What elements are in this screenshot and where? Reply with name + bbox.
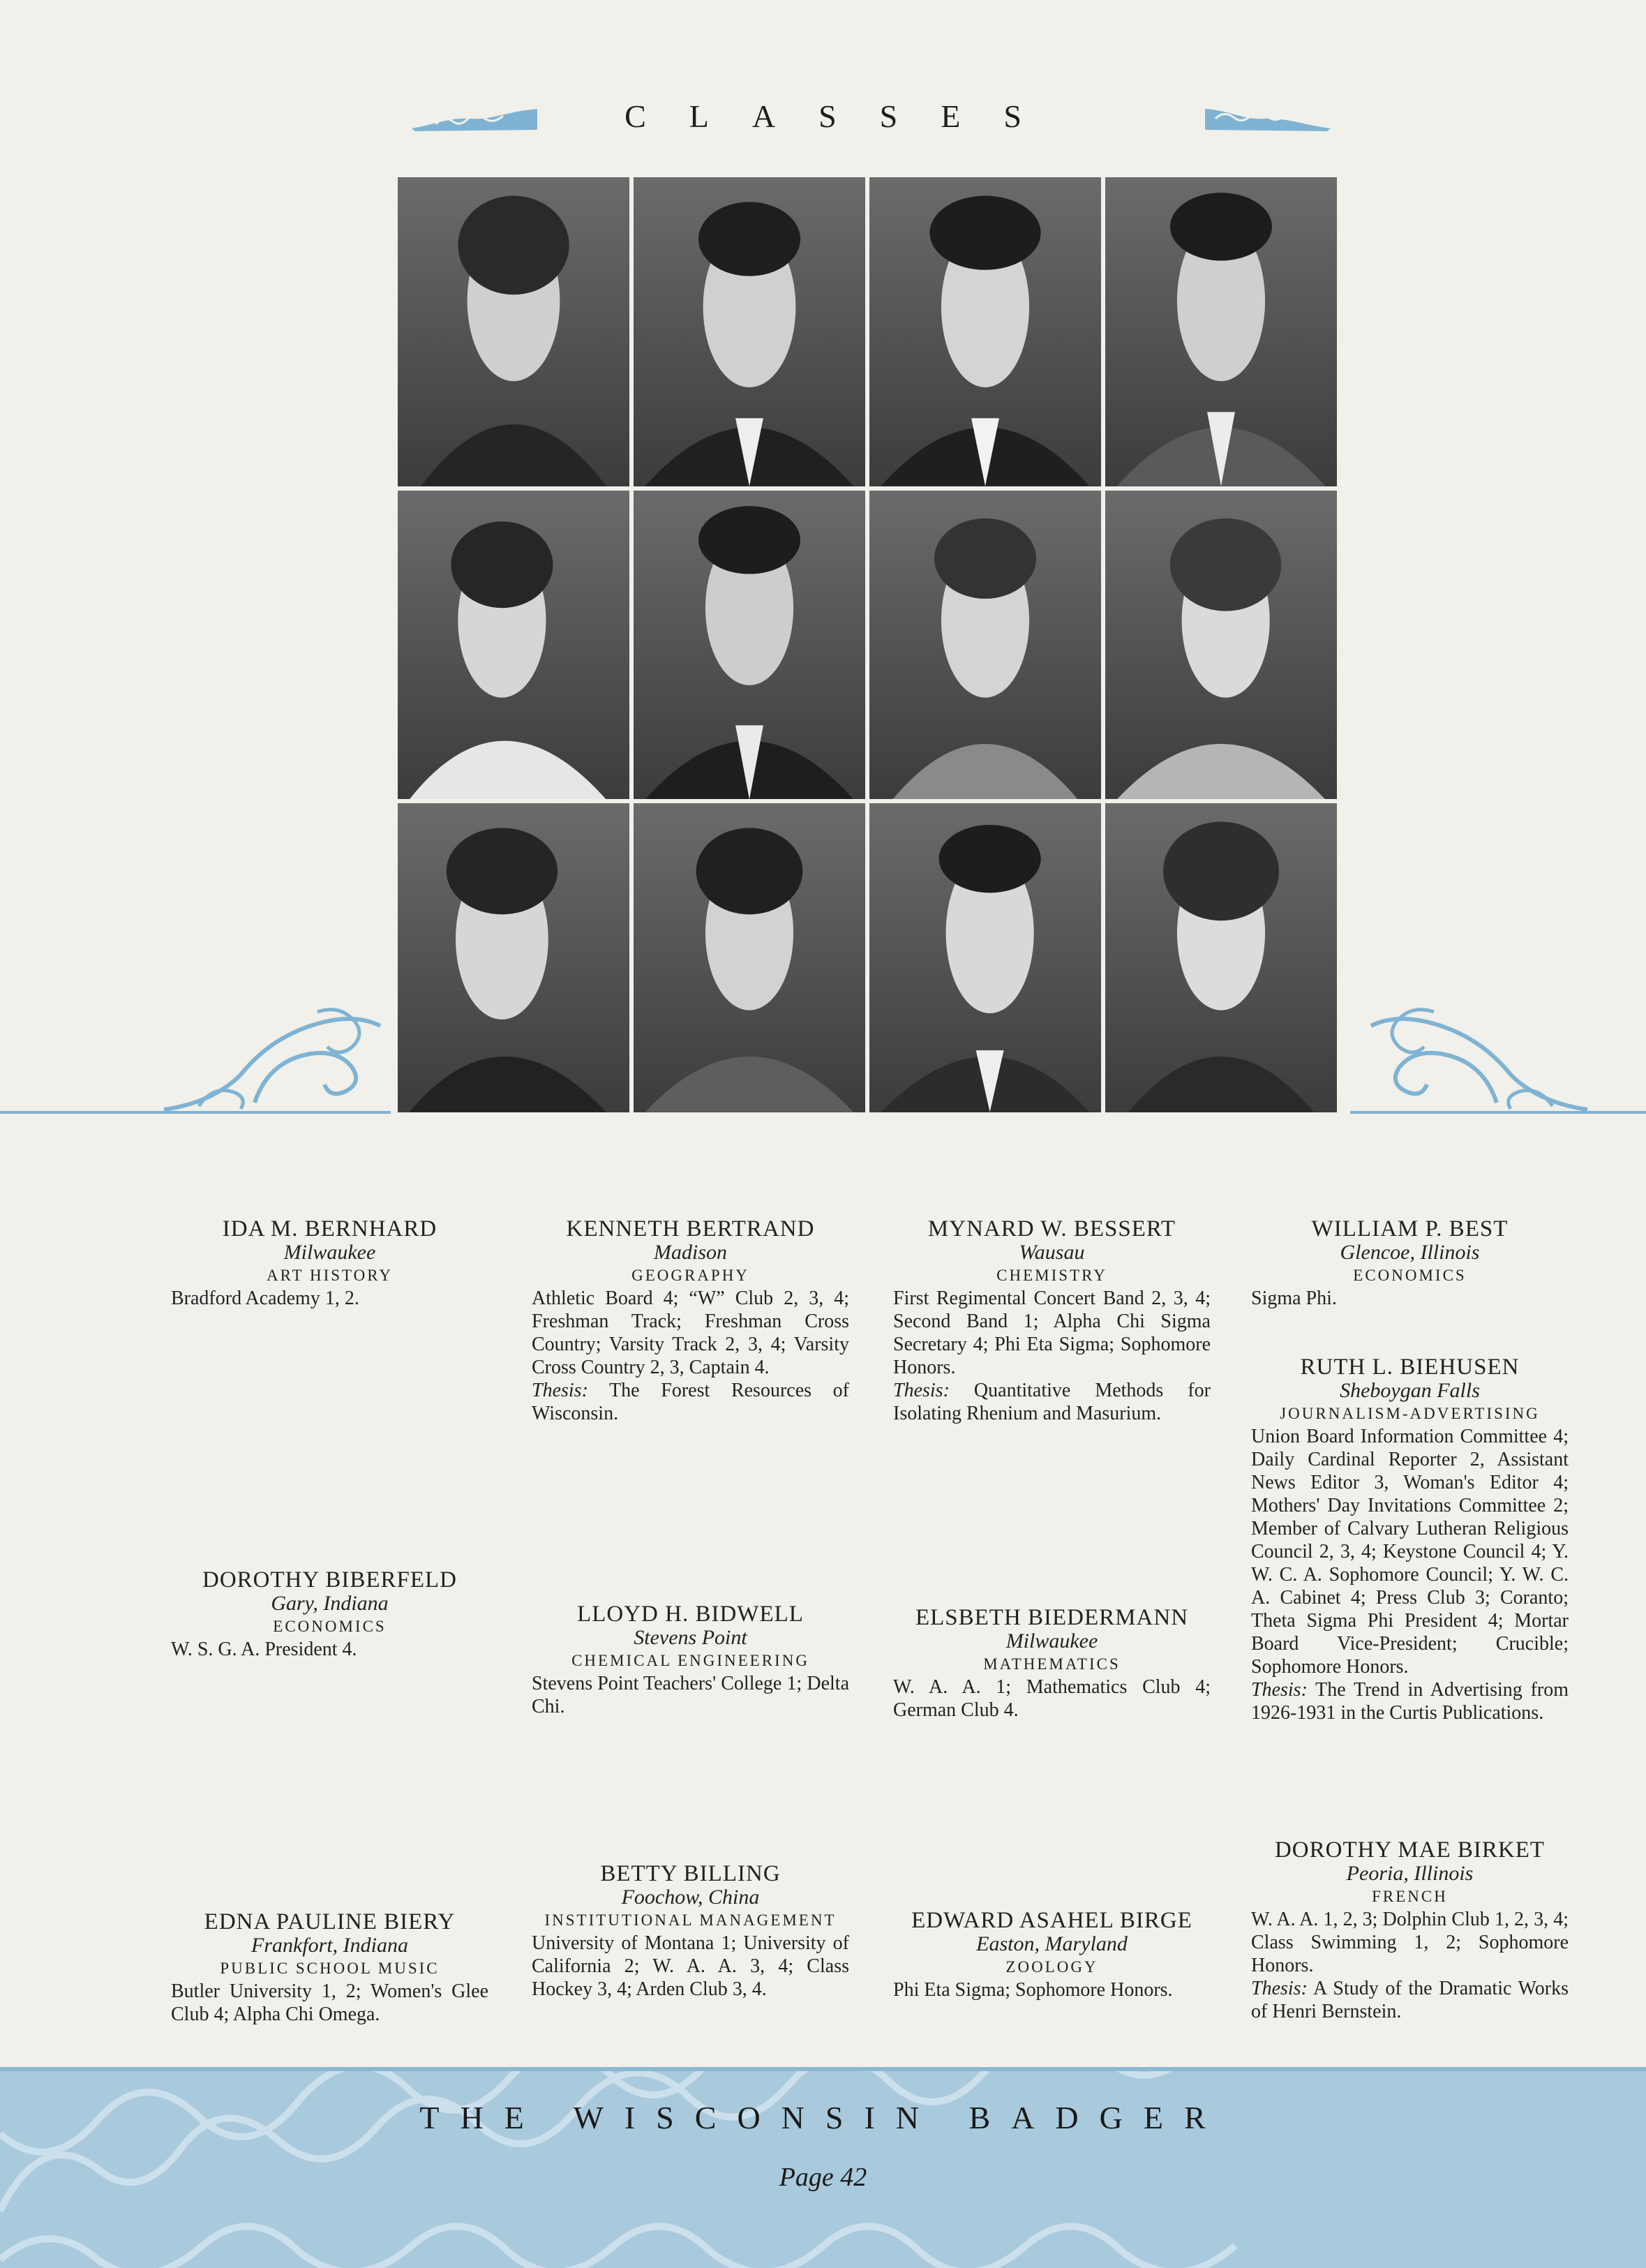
- student-name: KENNETH BERTRAND: [566, 1216, 815, 1241]
- publication-title: THE WISCONSIN BADGER: [419, 2100, 1227, 2135]
- student-thesis: Quantitative Methods for Isolating Rhenium and Masurium.: [893, 1380, 1211, 1424]
- student-activities: Stevens Point Teachers' College 1; Delta Chi.: [532, 1673, 849, 1717]
- student-entry: [532, 1863, 849, 2001]
- student-activities: W. S. G. A. President 4.: [171, 1639, 357, 1660]
- student-major: ECONOMICS: [1353, 1267, 1467, 1284]
- thesis-label: Thesis:: [1251, 1679, 1308, 1701]
- left-scroll-ornament: [157, 998, 387, 1113]
- student-name: LLOYD H. BIDWELL: [577, 1602, 804, 1627]
- student-hometown: Stevens Point: [634, 1626, 747, 1649]
- student-hometown: Milwaukee: [1005, 1629, 1098, 1652]
- student-activities: Union Board Information Committee 4; Daily Cardinal Reporter 2, Assistant News Editor 3, Woman's Editor 4; Mothers' Day Invitations Committee 2; Member of Calvary Lutheran Religious Council 2, 3, 4; Keystone Council 4; Y. W. C. A. Sophomore Council; Y. W. C. A. Cabinet 4; Press Club 3; Coranto; Theta Sigma Phi President 4; Mortar Board Vice-President; Crucible; Sophomore Honors.: [1251, 1426, 1569, 1678]
- student-name: ELSBETH BIEDERMANN: [915, 1605, 1189, 1630]
- student-entry: [1251, 1839, 1569, 2023]
- student-entry: [171, 1911, 488, 2026]
- student-entry: [532, 1603, 849, 1718]
- student-name: WILLIAM P. BEST: [1311, 1216, 1509, 1241]
- portrait-photo: [1105, 177, 1337, 486]
- right-header-ornament: [1202, 103, 1334, 135]
- student-activities: Butler University 1, 2; Women's Glee Club 4; Alpha Chi Omega.: [171, 1980, 488, 2025]
- portrait-photo: [634, 491, 865, 800]
- student-activities: University of Montana 1; University of California 2; W. A. A. 3, 4; Class Hockey 3, 4; Arden Club 3, 4.: [532, 1932, 849, 2000]
- student-hometown: Peoria, Illinois: [1346, 1862, 1474, 1885]
- student-hometown: Foochow, China: [621, 1886, 760, 1909]
- student-thesis: The Trend in Advertising from 1926-1931 in the Curtis Publications.: [1251, 1679, 1569, 1724]
- student-major: ECONOMICS: [273, 1618, 387, 1635]
- footer-band: [0, 2071, 1646, 2268]
- page-title: CLASSES: [624, 98, 1065, 134]
- student-entry: [893, 1606, 1211, 1722]
- student-hometown: Madison: [654, 1241, 727, 1264]
- student-name: BETTY BILLING: [600, 1861, 781, 1886]
- student-hometown: Sheboygan Falls: [1340, 1379, 1480, 1402]
- student-hometown: Gary, Indiana: [271, 1592, 389, 1615]
- student-activities: W. A. A. 1; Mathematics Club 4; German Club 4.: [893, 1676, 1211, 1721]
- student-major: GEOGRAPHY: [631, 1267, 749, 1284]
- student-major: MATHEMATICS: [983, 1655, 1121, 1673]
- student-name: DOROTHY BIBERFELD: [202, 1567, 458, 1592]
- student-hometown: Frankfort, Indiana: [251, 1934, 408, 1957]
- portrait-photo: [398, 491, 629, 800]
- student-entry: [1251, 1356, 1569, 1724]
- student-activities: Phi Eta Sigma; Sophomore Honors.: [893, 1979, 1173, 2001]
- portrait-photo: [634, 803, 865, 1112]
- student-entry: [532, 1218, 849, 1425]
- student-major: JOURNALISM-ADVERTISING: [1280, 1405, 1540, 1422]
- left-divider-line: [0, 1111, 391, 1114]
- student-major: PUBLIC SCHOOL MUSIC: [220, 1960, 440, 1977]
- right-divider-line: [1350, 1111, 1646, 1114]
- student-major: FRENCH: [1372, 1888, 1448, 1905]
- thesis-label: Thesis:: [532, 1380, 588, 1401]
- thesis-label: Thesis:: [893, 1380, 950, 1401]
- section-header: [0, 98, 1646, 135]
- student-hometown: Glencoe, Illinois: [1340, 1241, 1480, 1264]
- student-activities: First Regimental Concert Band 2, 3, 4; Second Band 1; Alpha Chi Sigma Secretary 4; Phi Eta Sigma; Sophomore Honors.: [893, 1288, 1211, 1378]
- portrait-photo: [398, 803, 629, 1112]
- student-name: MYNARD W. BESSERT: [927, 1216, 1176, 1241]
- student-hometown: Easton, Maryland: [976, 1932, 1128, 1955]
- portrait-photo: [869, 491, 1101, 800]
- student-thesis: The Forest Resources of Wisconsin.: [532, 1380, 850, 1424]
- student-entry: [1251, 1218, 1569, 1310]
- student-activities: Athletic Board 4; “W” Club 2, 3, 4; Freshman Track; Freshman Cross Country; Varsity Track 2, 3, 4; Varsity Cross Country 2, 3, Captain 4.: [532, 1288, 849, 1378]
- portrait-grid: [398, 177, 1337, 1112]
- student-activities: Sigma Phi.: [1251, 1288, 1337, 1309]
- student-activities: Bradford Academy 1, 2.: [171, 1288, 359, 1309]
- student-entry: [171, 1569, 488, 1661]
- student-major: CHEMISTRY: [996, 1267, 1107, 1284]
- student-major: INSTITUTIONAL MANAGEMENT: [544, 1911, 837, 1929]
- portrait-photo: [634, 177, 865, 486]
- student-major: CHEMICAL ENGINEERING: [571, 1652, 809, 1669]
- student-name: RUTH L. BIEHUSEN: [1300, 1355, 1520, 1380]
- portrait-photo: [869, 177, 1101, 486]
- portrait-photo: [1105, 491, 1337, 800]
- student-name: DOROTHY MAE BIRKET: [1274, 1837, 1546, 1863]
- student-name: EDWARD ASAHEL BIRGE: [911, 1908, 1192, 1933]
- page-number: Page 42: [779, 2163, 867, 2192]
- right-scroll-ornament: [1364, 998, 1594, 1113]
- student-name: EDNA PAULINE BIERY: [204, 1909, 456, 1934]
- student-entry: [893, 1218, 1211, 1425]
- student-major: ZOOLOGY: [1005, 1958, 1098, 1976]
- student-entry: [171, 1218, 488, 1310]
- student-hometown: Milwaukee: [283, 1241, 376, 1264]
- portrait-photo: [869, 803, 1101, 1112]
- portrait-photo: [398, 177, 629, 486]
- student-entry: [893, 1909, 1211, 2001]
- thesis-label: Thesis:: [1251, 1978, 1308, 1999]
- student-name: IDA M. BERNHARD: [222, 1216, 437, 1241]
- student-hometown: Wausau: [1019, 1241, 1085, 1264]
- student-thesis: A Study of the Dramatic Works of Henri Bernstein.: [1251, 1978, 1569, 2022]
- student-major: ART HISTORY: [267, 1267, 393, 1284]
- portrait-photo: [1105, 803, 1337, 1112]
- student-activities: W. A. A. 1, 2, 3; Dolphin Club 1, 2, 3, 4; Class Swimming 1, 2; Sophomore Honors.: [1251, 1909, 1569, 1976]
